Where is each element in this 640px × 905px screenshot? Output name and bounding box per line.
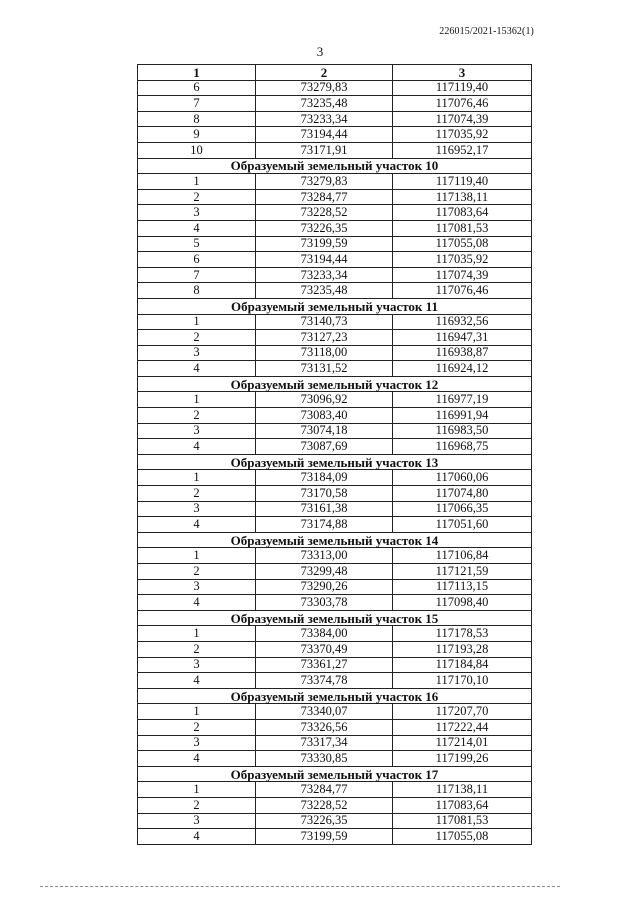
table-row: [138, 111, 532, 127]
point-number-cell: 1: [138, 548, 256, 564]
point-number-cell: 2: [138, 719, 256, 735]
table-row: [138, 408, 532, 424]
point-number-cell: 4: [138, 751, 256, 767]
y-coordinate-cell: 117098,40: [393, 595, 532, 611]
point-number-cell: 4: [138, 829, 256, 845]
point-number-cell: 9: [138, 127, 256, 143]
point-number-cell: 2: [138, 486, 256, 502]
section-title: Образуемый земельный участок 12: [138, 376, 532, 392]
point-number-cell: 3: [138, 205, 256, 221]
y-coordinate-cell: 117055,08: [393, 236, 532, 252]
table-row: [138, 361, 532, 377]
y-coordinate-cell: 117076,46: [393, 96, 532, 112]
section-header-row: [138, 454, 532, 470]
table-row: [138, 641, 532, 657]
x-coordinate-cell: 73199,59: [256, 236, 393, 252]
x-coordinate-cell: 73096,92: [256, 392, 393, 408]
section-header-row: [138, 688, 532, 704]
point-number-cell: 1: [138, 704, 256, 720]
x-coordinate-cell: 73228,52: [256, 797, 393, 813]
y-coordinate-cell: 117138,11: [393, 189, 532, 205]
x-coordinate-cell: 73184,09: [256, 470, 393, 486]
table-row: [138, 782, 532, 798]
point-number-cell: 6: [138, 80, 256, 96]
y-coordinate-cell: 116952,17: [393, 142, 532, 158]
column-header-x: 2: [256, 65, 393, 81]
y-coordinate-cell: 117081,53: [393, 220, 532, 236]
y-coordinate-cell: 117113,15: [393, 579, 532, 595]
y-coordinate-cell: 117035,92: [393, 252, 532, 268]
point-number-cell: 5: [138, 236, 256, 252]
section-title: Образуемый земельный участок 17: [138, 766, 532, 782]
point-number-cell: 1: [138, 174, 256, 190]
table-row: [138, 797, 532, 813]
point-number-cell: 2: [138, 797, 256, 813]
section-header-row: [138, 158, 532, 174]
table-body: [138, 80, 532, 844]
point-number-cell: 3: [138, 423, 256, 439]
table-row: [138, 283, 532, 299]
point-number-cell: 3: [138, 657, 256, 673]
y-coordinate-cell: 116924,12: [393, 361, 532, 377]
document-id: 226015/2021-15362(1): [439, 26, 534, 37]
table-row: [138, 174, 532, 190]
x-coordinate-cell: 73279,83: [256, 80, 393, 96]
point-number-cell: 8: [138, 111, 256, 127]
x-coordinate-cell: 73361,27: [256, 657, 393, 673]
point-number-cell: 6: [138, 252, 256, 268]
y-coordinate-cell: 116977,19: [393, 392, 532, 408]
x-coordinate-cell: 73235,48: [256, 96, 393, 112]
point-number-cell: 2: [138, 564, 256, 580]
x-coordinate-cell: 73384,00: [256, 626, 393, 642]
point-number-cell: 3: [138, 345, 256, 361]
section-title: Образуемый земельный участок 16: [138, 688, 532, 704]
y-coordinate-cell: 117119,40: [393, 174, 532, 190]
table-row: [138, 719, 532, 735]
table-header-row: [138, 65, 532, 81]
y-coordinate-cell: 116983,50: [393, 423, 532, 439]
point-number-cell: 10: [138, 142, 256, 158]
x-coordinate-cell: 73370,49: [256, 641, 393, 657]
y-coordinate-cell: 117081,53: [393, 813, 532, 829]
x-coordinate-cell: 73374,78: [256, 673, 393, 689]
bottom-divider: [40, 886, 560, 887]
x-coordinate-cell: 73235,48: [256, 283, 393, 299]
point-number-cell: 4: [138, 361, 256, 377]
table-row: [138, 392, 532, 408]
table-row: [138, 314, 532, 330]
table-row: [138, 330, 532, 346]
table-row: [138, 751, 532, 767]
table-row: [138, 345, 532, 361]
x-coordinate-cell: 73290,26: [256, 579, 393, 595]
point-number-cell: 7: [138, 267, 256, 283]
x-coordinate-cell: 73118,00: [256, 345, 393, 361]
point-number-cell: 3: [138, 813, 256, 829]
y-coordinate-cell: 116991,94: [393, 408, 532, 424]
point-number-cell: 2: [138, 408, 256, 424]
x-coordinate-cell: 73313,00: [256, 548, 393, 564]
y-coordinate-cell: 117193,28: [393, 641, 532, 657]
section-title: Образуемый земельный участок 15: [138, 610, 532, 626]
x-coordinate-cell: 73174,88: [256, 517, 393, 533]
section-title: Образуемый земельный участок 10: [138, 158, 532, 174]
x-coordinate-cell: 73131,52: [256, 361, 393, 377]
column-header-y: 3: [393, 65, 532, 81]
table-row: [138, 564, 532, 580]
y-coordinate-cell: 117083,64: [393, 797, 532, 813]
y-coordinate-cell: 117138,11: [393, 782, 532, 798]
table-row: [138, 829, 532, 845]
x-coordinate-cell: 73284,77: [256, 782, 393, 798]
section-header-row: [138, 532, 532, 548]
table-row: [138, 252, 532, 268]
table-row: [138, 579, 532, 595]
section-title: Образуемый земельный участок 11: [138, 298, 532, 314]
table-row: [138, 486, 532, 502]
y-coordinate-cell: 117170,10: [393, 673, 532, 689]
table-row: [138, 205, 532, 221]
point-number-cell: 8: [138, 283, 256, 299]
point-number-cell: 1: [138, 626, 256, 642]
point-number-cell: 2: [138, 189, 256, 205]
table-row: [138, 189, 532, 205]
table-row: [138, 80, 532, 96]
y-coordinate-cell: 117076,46: [393, 283, 532, 299]
point-number-cell: 3: [138, 735, 256, 751]
x-coordinate-cell: 73074,18: [256, 423, 393, 439]
coordinates-table: [137, 64, 532, 845]
column-header-point: 1: [138, 65, 256, 81]
point-number-cell: 4: [138, 673, 256, 689]
x-coordinate-cell: 73140,73: [256, 314, 393, 330]
point-number-cell: 3: [138, 579, 256, 595]
point-number-cell: 1: [138, 314, 256, 330]
y-coordinate-cell: 117199,26: [393, 751, 532, 767]
table-row: [138, 626, 532, 642]
table-row: [138, 142, 532, 158]
point-number-cell: 4: [138, 220, 256, 236]
table-row: [138, 704, 532, 720]
x-coordinate-cell: 73279,83: [256, 174, 393, 190]
y-coordinate-cell: 117060,06: [393, 470, 532, 486]
section-header-row: [138, 610, 532, 626]
table-row: [138, 267, 532, 283]
table-row: [138, 439, 532, 455]
y-coordinate-cell: 117106,84: [393, 548, 532, 564]
point-number-cell: 7: [138, 96, 256, 112]
point-number-cell: 1: [138, 782, 256, 798]
x-coordinate-cell: 73226,35: [256, 220, 393, 236]
y-coordinate-cell: 117083,64: [393, 205, 532, 221]
section-header-row: [138, 298, 532, 314]
table-row: [138, 501, 532, 517]
table-row: [138, 657, 532, 673]
table-row: [138, 96, 532, 112]
section-header-row: [138, 376, 532, 392]
point-number-cell: 1: [138, 392, 256, 408]
point-number-cell: 3: [138, 501, 256, 517]
x-coordinate-cell: 73199,59: [256, 829, 393, 845]
y-coordinate-cell: 117074,39: [393, 267, 532, 283]
point-number-cell: 2: [138, 330, 256, 346]
table-row: [138, 236, 532, 252]
y-coordinate-cell: 117184,84: [393, 657, 532, 673]
point-number-cell: 4: [138, 517, 256, 533]
table-row: [138, 735, 532, 751]
y-coordinate-cell: 117055,08: [393, 829, 532, 845]
y-coordinate-cell: 117074,39: [393, 111, 532, 127]
point-number-cell: 1: [138, 470, 256, 486]
x-coordinate-cell: 73161,38: [256, 501, 393, 517]
x-coordinate-cell: 73083,40: [256, 408, 393, 424]
y-coordinate-cell: 116968,75: [393, 439, 532, 455]
table-row: [138, 595, 532, 611]
point-number-cell: 4: [138, 595, 256, 611]
x-coordinate-cell: 73171,91: [256, 142, 393, 158]
x-coordinate-cell: 73326,56: [256, 719, 393, 735]
section-header-row: [138, 766, 532, 782]
y-coordinate-cell: 117178,53: [393, 626, 532, 642]
table-row: [138, 548, 532, 564]
x-coordinate-cell: 73194,44: [256, 252, 393, 268]
x-coordinate-cell: 73284,77: [256, 189, 393, 205]
y-coordinate-cell: 116938,87: [393, 345, 532, 361]
table-row: [138, 517, 532, 533]
x-coordinate-cell: 73340,07: [256, 704, 393, 720]
x-coordinate-cell: 73233,34: [256, 111, 393, 127]
y-coordinate-cell: 117121,59: [393, 564, 532, 580]
y-coordinate-cell: 117207,70: [393, 704, 532, 720]
table-row: [138, 673, 532, 689]
table-row: [138, 220, 532, 236]
x-coordinate-cell: 73087,69: [256, 439, 393, 455]
table-row: [138, 127, 532, 143]
y-coordinate-cell: 117074,80: [393, 486, 532, 502]
table-row: [138, 423, 532, 439]
page-number: 3: [316, 44, 324, 59]
y-coordinate-cell: 116932,56: [393, 314, 532, 330]
x-coordinate-cell: 73303,78: [256, 595, 393, 611]
x-coordinate-cell: 73317,34: [256, 735, 393, 751]
x-coordinate-cell: 73299,48: [256, 564, 393, 580]
y-coordinate-cell: 117222,44: [393, 719, 532, 735]
section-title: Образуемый земельный участок 13: [138, 454, 532, 470]
section-title: Образуемый земельный участок 14: [138, 532, 532, 548]
y-coordinate-cell: 117214,01: [393, 735, 532, 751]
x-coordinate-cell: 73330,85: [256, 751, 393, 767]
x-coordinate-cell: 73233,34: [256, 267, 393, 283]
y-coordinate-cell: 117035,92: [393, 127, 532, 143]
x-coordinate-cell: 73127,23: [256, 330, 393, 346]
x-coordinate-cell: 73226,35: [256, 813, 393, 829]
y-coordinate-cell: 117119,40: [393, 80, 532, 96]
x-coordinate-cell: 73170,58: [256, 486, 393, 502]
x-coordinate-cell: 73228,52: [256, 205, 393, 221]
y-coordinate-cell: 116947,31: [393, 330, 532, 346]
point-number-cell: 4: [138, 439, 256, 455]
x-coordinate-cell: 73194,44: [256, 127, 393, 143]
table-row: [138, 813, 532, 829]
y-coordinate-cell: 117051,60: [393, 517, 532, 533]
y-coordinate-cell: 117066,35: [393, 501, 532, 517]
point-number-cell: 2: [138, 641, 256, 657]
table-row: [138, 470, 532, 486]
